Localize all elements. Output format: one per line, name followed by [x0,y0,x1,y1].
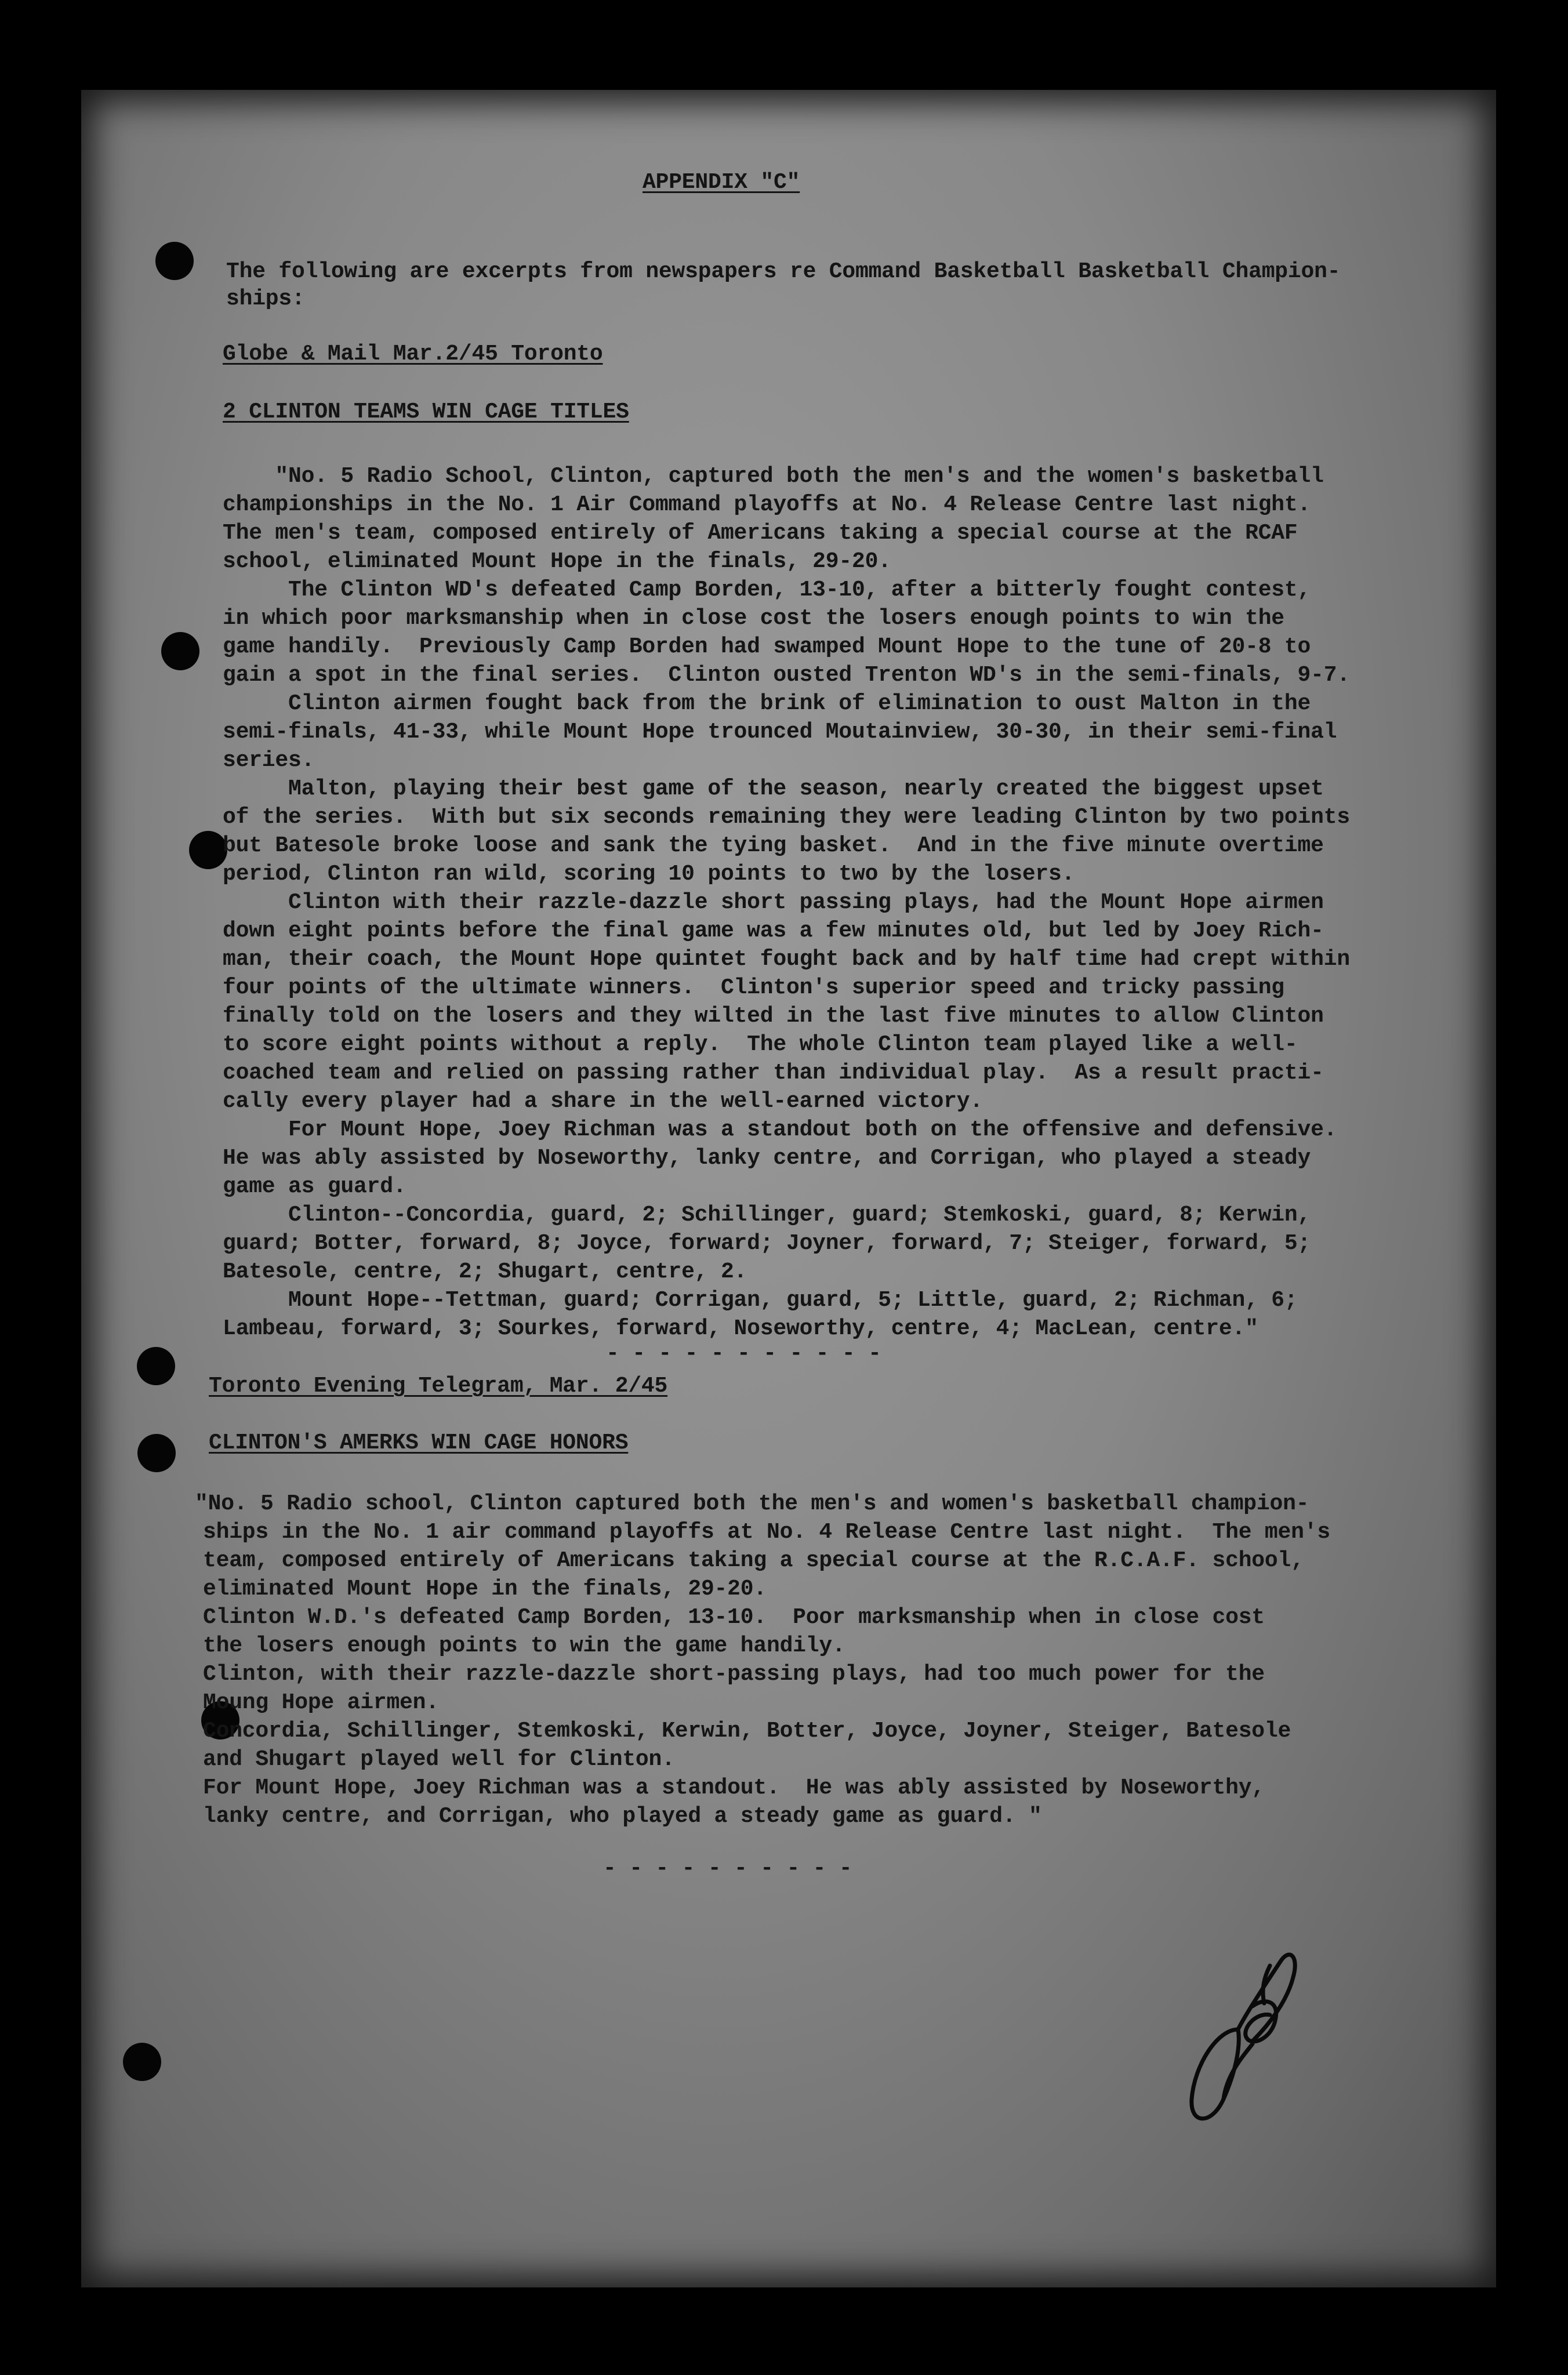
section-divider: - - - - - - - - - - - [606,1341,881,1366]
text-line: ships in the No. 1 air command playoffs at No. 4 Release Centre last night. The men's [203,1520,1330,1545]
page-title: APPENDIX "C" [643,170,800,195]
punch-hole [123,2043,161,2081]
text-line: The men's team, composed entirely of Americans taking a special course at the RCAF [223,521,1298,546]
text-line: For Mount Hope, Joey Richman was a standout both on the offensive and defensive. [223,1117,1337,1142]
text-line: Concordia, Schillinger, Stemkoski, Kerwin, Botter, Joyce, Joyner, Steiger, Batesole [203,1719,1291,1744]
text-line: team, composed entirely of Americans taking a special course at the R.C.A.F. school, [203,1548,1304,1573]
text-line: Lambeau, forward, 3; Sourkes, forward, Noseworthy, centre, 4; MacLean, centre." [223,1316,1258,1341]
text-line: Malton, playing their best game of the season, nearly created the biggest upset [223,776,1324,801]
text-line: and Shugart played well for Clinton. [203,1747,675,1772]
section-divider: - - - - - - - - - - [603,1856,852,1881]
text-line: The Clinton WD's defeated Camp Borden, 13-10, after a bitterly fought contest, [223,578,1311,602]
text-line: finally told on the losers and they wilted in the last five minutes to allow Clinton [223,1004,1324,1029]
text-line: period, Clinton ran wild, scoring 10 points to two by the losers. [223,862,1075,887]
section1-headline: 2 CLINTON TEAMS WIN CAGE TITLES [223,400,629,424]
section2-source: Toronto Evening Telegram, Mar. 2/45 [209,1374,668,1399]
text-line: Clinton airmen fought back from the brink of elimination to oust Malton in the [223,691,1311,716]
section2-headline: CLINTON'S AMERKS WIN CAGE HONORS [209,1430,629,1455]
punch-hole [189,831,227,869]
text-line: Clinton--Concordia, guard, 2; Schillinger, guard; Stemkoski, guard, 8; Kerwin, [223,1203,1311,1228]
punch-hole [161,632,199,670]
punch-hole [137,1347,175,1385]
text-line: but Batesole broke loose and sank the tying basket. And in the five minute overtime [223,833,1324,858]
text-line: semi-finals, 41-33, while Mount Hope trounced Moutainview, 30-30, in their semi-final [223,720,1337,745]
text-line: four points of the ultimate winners. Clinton's superior speed and tricky passing [223,975,1284,1000]
text-line: "No. 5 Radio school, Clinton captured both the men's and women's basketball champion- [195,1491,1309,1516]
text-line: Moung Hope airmen. [203,1690,439,1715]
text-line: cally every player had a share in the well-earned victory. [223,1089,983,1114]
text-line: Clinton, with their razzle-dazzle short-passing plays, had too much power for the [203,1662,1265,1687]
text-line: Batesole, centre, 2; Shugart, centre, 2. [223,1259,747,1284]
text-line: Clinton with their razzle-dazzle short passing plays, had the Mount Hope airmen [223,890,1324,915]
text-line: ships: [226,286,305,311]
punch-hole [137,1434,176,1472]
signature-initials [1183,1942,1311,2134]
punch-hole [155,242,194,280]
text-line: For Mount Hope, Joey Richman was a standout. He was ably assisted by Noseworthy, [203,1775,1265,1800]
text-line: He was ably assisted by Noseworthy, lanky centre, and Corrigan, who played a steady [223,1146,1311,1171]
text-line: eliminated Mount Hope in the finals, 29-20. [203,1577,767,1602]
text-line: The following are excerpts from newspapers re Command Basketball Basketball Champion- [226,259,1341,284]
text-line: game handily. Previously Camp Borden had swamped Mount Hope to the tune of 20-8 to [223,634,1311,659]
text-line: series. [223,748,315,773]
text-line: down eight points before the final game was a few minutes old, but led by Joey Rich- [223,918,1324,943]
text-line: lanky centre, and Corrigan, who played a steady game as guard. " [203,1804,1042,1829]
text-line: in which poor marksmanship when in close cost the losers enough points to win the [223,606,1284,631]
text-line: school, eliminated Mount Hope in the finals, 29-20. [223,549,891,574]
text-line: guard; Botter, forward, 8; Joyce, forward; Joyner, forward, 7; Steiger, forward, 5; [223,1231,1311,1256]
text-line: Clinton W.D.'s defeated Camp Borden, 13-10. Poor marksmanship when in close cost [203,1605,1265,1630]
text-line: game as guard. [223,1174,406,1199]
text-line: gain a spot in the final series. Clinton ousted Trenton WD's in the semi-finals, 9-7. [223,663,1350,688]
text-line: of the series. With but six seconds remaining they were leading Clinton by two points [223,805,1350,830]
text-line: Mount Hope--Tettman, guard; Corrigan, guard, 5; Little, guard, 2; Richman, 6; [223,1288,1298,1313]
text-line: man, their coach, the Mount Hope quintet fought back and by half time had crept within [223,947,1350,972]
text-line: to score eight points without a reply. The whole Clinton team played like a well- [223,1032,1298,1057]
section1-source: Globe & Mail Mar.2/45 Toronto [223,342,603,366]
text-line: "No. 5 Radio School, Clinton, captured both the men's and the women's basketball [223,464,1324,489]
text-line: the losers enough points to win the game handily. [203,1633,845,1658]
text-line: championships in the No. 1 Air Command playoffs at No. 4 Release Centre last night. [223,492,1311,517]
text-line: coached team and relied on passing rather than individual play. As a result practi- [223,1061,1324,1085]
